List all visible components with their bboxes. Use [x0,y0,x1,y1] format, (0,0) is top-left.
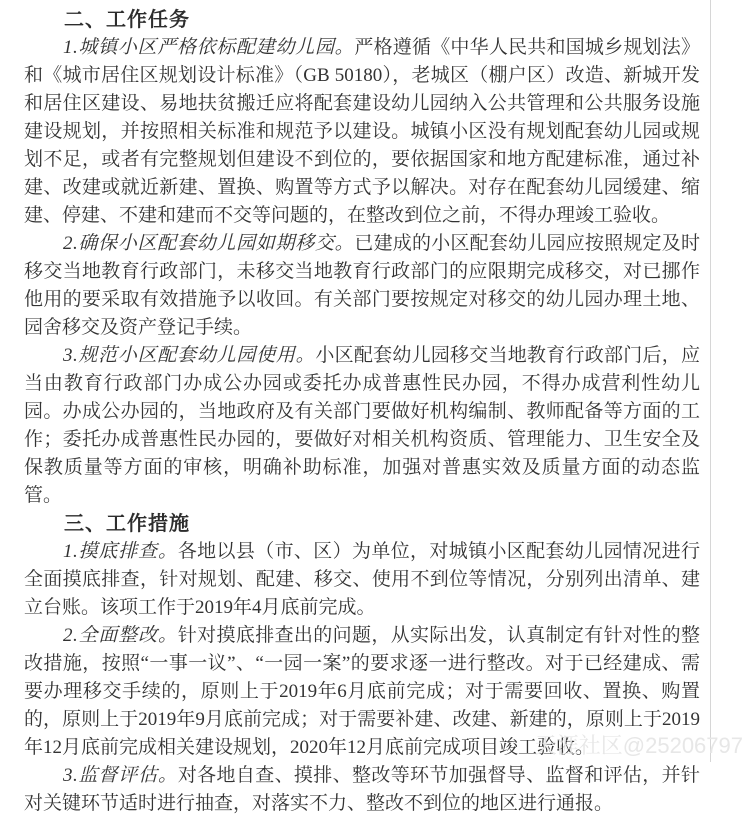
paragraph-body: 对各地自查、摸排、整改等环节加强督导、监督和评估，并针对关键环节适时进行抽查，对落实不力、整改不到位的地区进行通报。 [24,765,700,814]
paragraph-body: 各地以县（市、区）为单位，对城镇小区配套幼儿园情况进行全面摸底排查，针对规划、配建、移交、使用不到位等情况，分别列出清单、建立台账。该项工作于2019年4月底前完成。 [24,541,700,618]
paragraph-body: 严格遵循《中华人民共和国城乡规划法》和《城市居住区规划设计标准》（GB 50180），老城区（棚户区）改造、新城开发和居住区建设、易地扶贫搬迁应将配套建设幼儿园纳入公共管理和公共服务设施建设规划，并按照相关标准和规范予以建设。城镇小区没有规划配套幼儿园或规划不足，或者有完整规划但建设不到位的，要依据国家和地方配建标准，通过补建、改建或就近新建、置换、购置等方式予以解决。对存在配套幼儿园缓建、缩建、停建、不建和建而不交等问题的，在整改到位之前，不得办理竣工验收。 [24,37,700,226]
paragraph [24,622,700,762]
paragraph-body: 已建成的小区配套幼儿园应按照规定及时移交当地教育行政部门，未移交当地教育行政部门的应限期完成移交，对已挪作他用的要采取有效措施予以收回。有关部门要按规定对移交的幼儿园办理土地、园舍移交及资产登记手续。 [24,233,700,338]
paragraph-lead: 3.监督评估。 [62,765,178,786]
paragraph-lead: 1.城镇小区严格依标配建幼儿园。 [62,37,355,58]
paragraph-lead: 2.确保小区配套幼儿园如期移交。 [62,233,355,254]
section-work-tasks [24,6,700,510]
paragraph-lead: 3.规范小区配套幼儿园使用。 [62,345,316,366]
paragraph-lead: 1.摸底排查。 [62,541,178,562]
section-work-measures [24,510,700,818]
paragraph-lead: 2.全面整改。 [62,625,178,646]
paragraph-body: 针对摸底排查出的问题，从实际出发，认真制定有针对性的整改措施，按照“一事一议”、“一园一案”的要求逐一进行整改。对于已经建成、需要办理移交手续的，原则上于2019年6月底前完成；对于需要回收、置换、购置的，原则上于2019年9月底前完成；对于需要补建、改建、新建的，原则上于2019年12月底前完成相关建设规划，2020年12月底前完成项目竣工验收。 [24,625,700,758]
paragraph [24,230,700,342]
section-heading: 三、工作措施 [64,513,190,535]
paragraph-body: 小区配套幼儿园移交当地教育行政部门后，应当由教育行政部门办成公办园或委托办成普惠性民办园，不得办成营利性幼儿园。办成公办园的，当地政府及有关部门要做好机构编制、教师配备等方面的工作；委托办成普惠性民办园的，要做好对相关机构资质、管理能力、卫生安全及保教质量等方面的审核，明确补助标准，加强对普惠实效及质量方面的动态监管。 [24,345,700,506]
paragraph [24,34,700,230]
paragraph [24,538,700,622]
paragraph [24,762,700,818]
section-heading: 二、工作任务 [64,9,190,31]
watermark: 天涯社区@25206797 [534,733,743,758]
paragraph [24,342,700,510]
